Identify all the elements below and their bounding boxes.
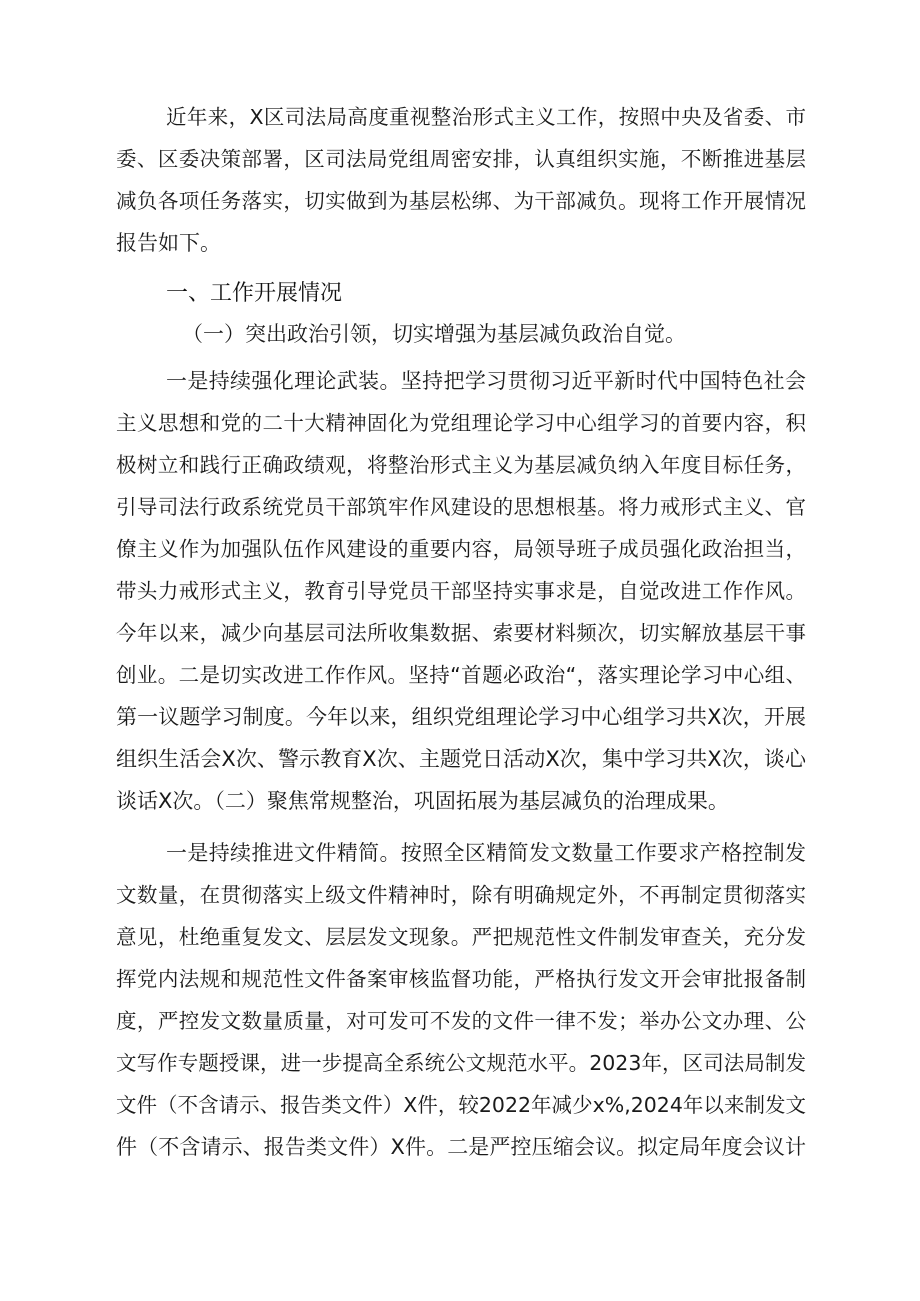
subsection-heading-1: （一）突出政治引领，切实增强为基层减负政治自觉。 — [182, 322, 686, 346]
para1-line-6: 带头力戒形式主义，教育引导党员干部坚持实事求是，自觉改进工作作风。 — [116, 579, 806, 603]
intro-line-4: 报告如下。 — [116, 231, 221, 255]
para2-line-3: 意见，杜绝重复发文、层层发文现象。严把规范性文件制发审查关，充分发 — [116, 925, 806, 949]
para1-line-4: 引导司法行政系统党员干部筑牢作风建设的思想根基。将力戒形式主义、官 — [116, 495, 806, 519]
para2-line-5: 度，严控发文数量质量，对可发可不发的文件一律不发；举办公文办理、公 — [116, 1009, 806, 1033]
para2-line-1: 一是持续推进文件精简。按照全区精简发文数量工作要求产格控制发 — [166, 841, 806, 865]
intro-line-2: 委、区委决策部署，区司法局党组周密安排，认真组织实施，不断推进基层 — [116, 147, 806, 171]
intro-line-1: 近年来，X区司法局高度重视整治形式主义工作，按照中央及省委、市 — [166, 105, 806, 129]
para2-line-6: 文写作专题授课，进一步提高全系统公文规范水平。2023年，区司法局制发 — [116, 1051, 806, 1075]
para1-line-7: 今年以来，减少向基层司法所收集数据、索要材料频次，切实解放基层干事 — [116, 621, 806, 645]
para1-line-2: 主义思想和党的二十大精神固化为党组理论学习中心组学习的首要内容，积 — [116, 411, 806, 435]
para1-line-9: 第一议题学习制度。今年以来，组织党组理论学习中心组学习共X次，开展 — [116, 705, 806, 729]
para1-line-11: 谈话X次。（二）聚焦常规整治，巩固拓展为基层减负的治理成果。 — [116, 789, 729, 813]
para2-line-8: 件（不含请示、报告类文件）X件。二是严控压缩会议。拟定局年度会议计 — [116, 1135, 806, 1159]
para2-line-2: 文数量，在贯彻落实上级文件精神时，除有明确规定外，不再制定贯彻落实 — [116, 883, 806, 907]
section-heading: 一、工作开展情况 — [166, 281, 343, 306]
para1-line-1: 一是持续强化理论武装。坚持把学习贯彻习近平新时代中国特色社会 — [166, 369, 806, 393]
para2-line-7: 文件（不含请示、报告类文件）X件，较2022年减少x%,2024年以来制发文 — [116, 1093, 806, 1117]
para1-line-8: 创业。二是切实改进工作作风。坚持“首题必政治“，落实理论学习中心组、 — [116, 663, 806, 687]
para2-line-4: 挥党内法规和规范性文件备案审核监督功能，严格执行发文开会审批报备制 — [116, 967, 806, 991]
para1-line-5: 僚主义作为加强队伍作风建设的重要内容，局领导班子成员强化政治担当， — [116, 537, 806, 561]
para1-line-10: 组织生活会X次、警示教育X次、主题党日活动X次，集中学习共X次，谈心 — [116, 747, 806, 771]
intro-line-3: 减负各项任务落实，切实做到为基层松绑、为干部减负。现将工作开展情况 — [116, 189, 806, 213]
para1-line-3: 极树立和践行正确政绩观，将整治形式主义为基层减负纳入年度目标任务， — [116, 453, 806, 477]
